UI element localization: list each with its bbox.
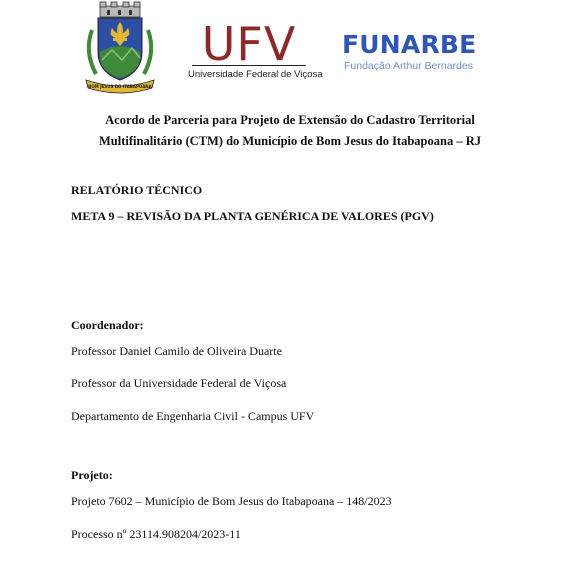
crown-icon bbox=[100, 2, 140, 17]
shield-icon bbox=[98, 18, 142, 80]
process-line: Processo nº 23114.908204/2023-11 bbox=[71, 527, 241, 541]
crest-banner bbox=[86, 80, 154, 93]
funarbe-logo bbox=[342, 30, 492, 80]
report-title: RELATÓRIO TÉCNICO bbox=[71, 183, 203, 197]
ufv-wordmark-text: UFV bbox=[201, 20, 297, 64]
funarbe-subtitle: Fundação Arthur Bernardes bbox=[344, 60, 473, 72]
project-label: Projeto: bbox=[71, 468, 113, 482]
ufv-divider bbox=[192, 65, 306, 66]
municipal-crest-logo bbox=[78, 0, 162, 94]
coordinator-role: Professor da Universidade Federal de Viçosa bbox=[71, 376, 287, 390]
crest-banner-text: BOM JESUS DO ITABAPOANA bbox=[88, 84, 152, 89]
ufv-subtitle: Universidade Federal de Viçosa bbox=[188, 69, 323, 80]
ufv-wordmark bbox=[188, 20, 310, 64]
agreement-heading bbox=[50, 110, 530, 152]
logo-row bbox=[0, 0, 567, 100]
funarbe-wordmark: FUNARBE bbox=[342, 30, 477, 59]
coordinator-label: Coordenador: bbox=[71, 318, 144, 332]
report-meta: META 9 – REVISÃO DA PLANTA GENÉRICA DE VALORES (PGV) bbox=[71, 209, 434, 223]
agreement-line-1: Acordo de Parceria para Projeto de Extensão do Cadastro Territorial bbox=[105, 113, 475, 127]
ufv-logo bbox=[188, 20, 323, 86]
coordinator-department: Departamento de Engenharia Civil - Campus UFV bbox=[71, 409, 315, 423]
project-line: Projeto 7602 – Município de Bom Jesus do Itabapoana – 148/2023 bbox=[71, 494, 392, 508]
agreement-line-2: Multifinalitário (CTM) do Município de Bom Jesus do Itabapoana – RJ bbox=[99, 134, 481, 148]
coordinator-name: Professor Daniel Camilo de Oliveira Duarte bbox=[71, 344, 282, 358]
